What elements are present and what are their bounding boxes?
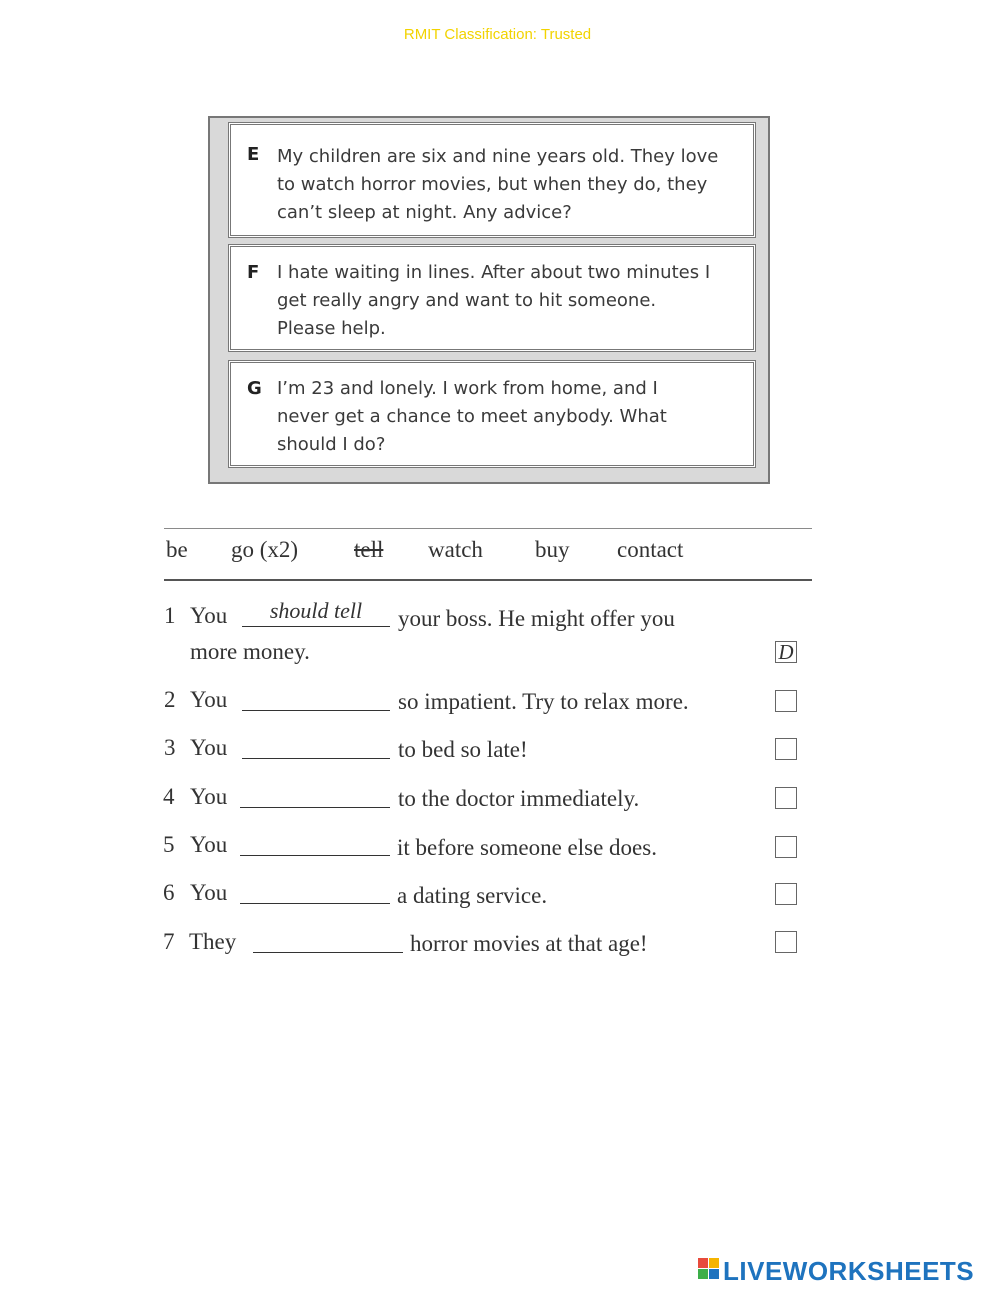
item-subject: You [190, 832, 228, 857]
letters-panel [208, 116, 770, 484]
word-bank-item: watch [428, 537, 483, 562]
word-bank [164, 528, 812, 581]
item-number: 3 [164, 735, 176, 760]
answer-field-5[interactable] [240, 829, 390, 856]
letter-label: F [247, 262, 260, 283]
letter-answer-box-1[interactable]: D [775, 641, 797, 663]
item-subject: You [190, 735, 228, 760]
letter-line: get really angry and want to hit someone. [277, 290, 657, 311]
item-number: 7 [163, 929, 175, 954]
word-bank-item: contact [617, 537, 684, 562]
letter-answer-box-5[interactable] [775, 836, 797, 858]
letter-label: G [247, 378, 262, 399]
brand-name: LIVEWORKSHEETS [723, 1256, 975, 1286]
letter-label: E [247, 144, 260, 165]
word-bank-item-used: tell [354, 537, 384, 562]
item-number: 4 [163, 784, 175, 809]
item-number: 1 [164, 603, 176, 628]
letter-line: I hate waiting in lines. After about two minutes I [277, 262, 711, 283]
item-text: your boss. He might offer you [398, 606, 675, 631]
answer-field-4[interactable] [240, 781, 390, 808]
item-subject: You [190, 603, 228, 628]
item-number: 2 [164, 687, 176, 712]
word-bank-item: be [166, 537, 188, 562]
item-subject: You [190, 880, 228, 905]
item-text: so impatient. Try to relax more. [398, 689, 689, 714]
letter-line: should I do? [277, 434, 386, 455]
item-subject: They [189, 929, 237, 954]
letter-answer-box-3[interactable] [775, 738, 797, 760]
answer-field-1[interactable]: should tell [242, 600, 390, 627]
item-text: it before someone else does. [397, 835, 657, 860]
item-text: a dating service. [397, 883, 548, 908]
item-text: horror movies at that age! [410, 931, 648, 956]
letter-answer-box-7[interactable] [775, 931, 797, 953]
letter-answer-box-2[interactable] [775, 690, 797, 712]
item-text: to the doctor immediately. [398, 786, 640, 811]
word-bank-item: buy [535, 537, 570, 562]
answer-field-3[interactable] [242, 732, 390, 759]
letter-line: My children are six and nine years old. They love [277, 146, 719, 167]
item-subject: You [190, 687, 228, 712]
letter-card-f [228, 244, 756, 352]
letter-card-g [228, 360, 756, 468]
letter-answer-box-4[interactable] [775, 787, 797, 809]
item-text: to bed so late! [398, 737, 528, 762]
answer-field-2[interactable] [242, 684, 390, 711]
letter-line: Please help. [277, 318, 386, 339]
letter-card-e [228, 122, 756, 238]
item-number: 6 [163, 880, 175, 905]
answer-field-6[interactable] [240, 877, 390, 904]
letter-answer-box-6[interactable] [775, 883, 797, 905]
letter-line: never get a chance to meet anybody. What [277, 406, 667, 427]
item-text-continued: more money. [190, 639, 310, 664]
classification-label: RMIT Classification: Trusted [403, 26, 592, 43]
letter-line: I’m 23 and lonely. I work from home, and I [277, 378, 658, 399]
letter-line: to watch horror movies, but when they do, they [277, 174, 708, 195]
word-bank-item: go (x2) [231, 537, 299, 562]
letter-line: can’t sleep at night. Any advice? [277, 202, 572, 223]
item-number: 5 [163, 832, 175, 857]
liveworksheets-logo-icon [698, 1258, 720, 1280]
item-subject: You [190, 784, 228, 809]
answer-field-7[interactable] [253, 926, 403, 953]
